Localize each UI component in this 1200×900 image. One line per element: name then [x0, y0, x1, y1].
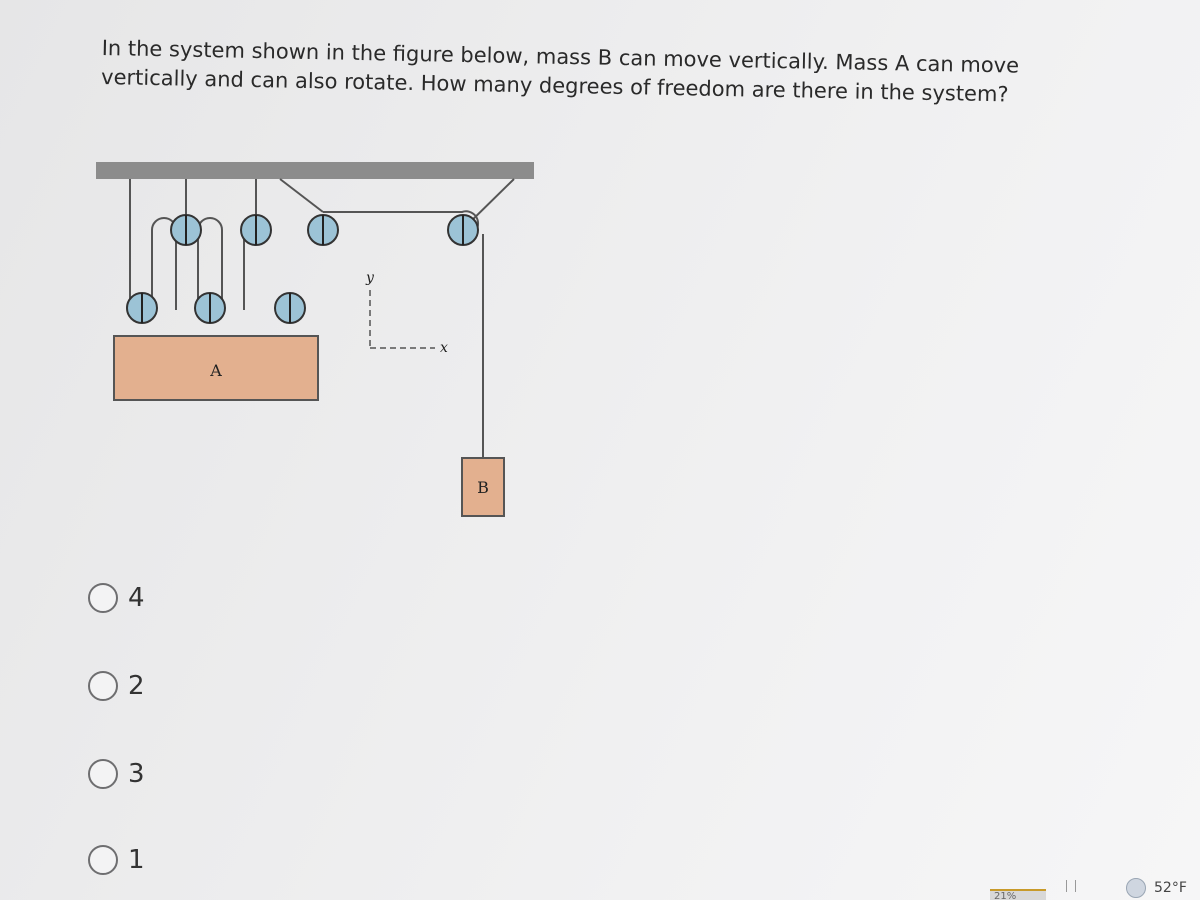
axis-y-label: y	[366, 270, 374, 286]
mass-a-label: A	[210, 361, 222, 380]
option-label: 2	[128, 671, 145, 701]
option-4[interactable]	[88, 578, 145, 618]
radio-button[interactable]	[88, 759, 118, 789]
cloud-icon	[1126, 878, 1146, 898]
option-1[interactable]	[88, 840, 145, 880]
option-label: 1	[128, 845, 145, 875]
radio-button[interactable]	[88, 583, 118, 613]
coordinate-axes	[370, 290, 435, 348]
lower-pulleys	[127, 293, 305, 323]
battery-indicator	[990, 889, 1046, 900]
option-3[interactable]	[88, 754, 145, 794]
battery-text: 21%	[994, 891, 1017, 900]
question-text: In the system shown in the figure below, mass B can move vertically. Mass A can move vertically and can also rotate. How many degrees of freedom are there in the system?	[100, 35, 1020, 107]
radio-button[interactable]	[88, 671, 118, 701]
pulley-system-figure	[90, 150, 550, 530]
ceiling	[96, 162, 534, 179]
option-label: 4	[128, 583, 145, 613]
radio-button[interactable]	[88, 845, 118, 875]
axis-x-label: x	[440, 340, 448, 356]
option-2[interactable]	[88, 666, 145, 706]
option-label: 3	[128, 759, 145, 789]
weather-widget[interactable]	[1126, 878, 1187, 898]
mass-b-label: B	[477, 478, 489, 497]
taskbar-mark-icon	[1066, 880, 1076, 892]
temperature-text: 52°F	[1154, 880, 1187, 896]
